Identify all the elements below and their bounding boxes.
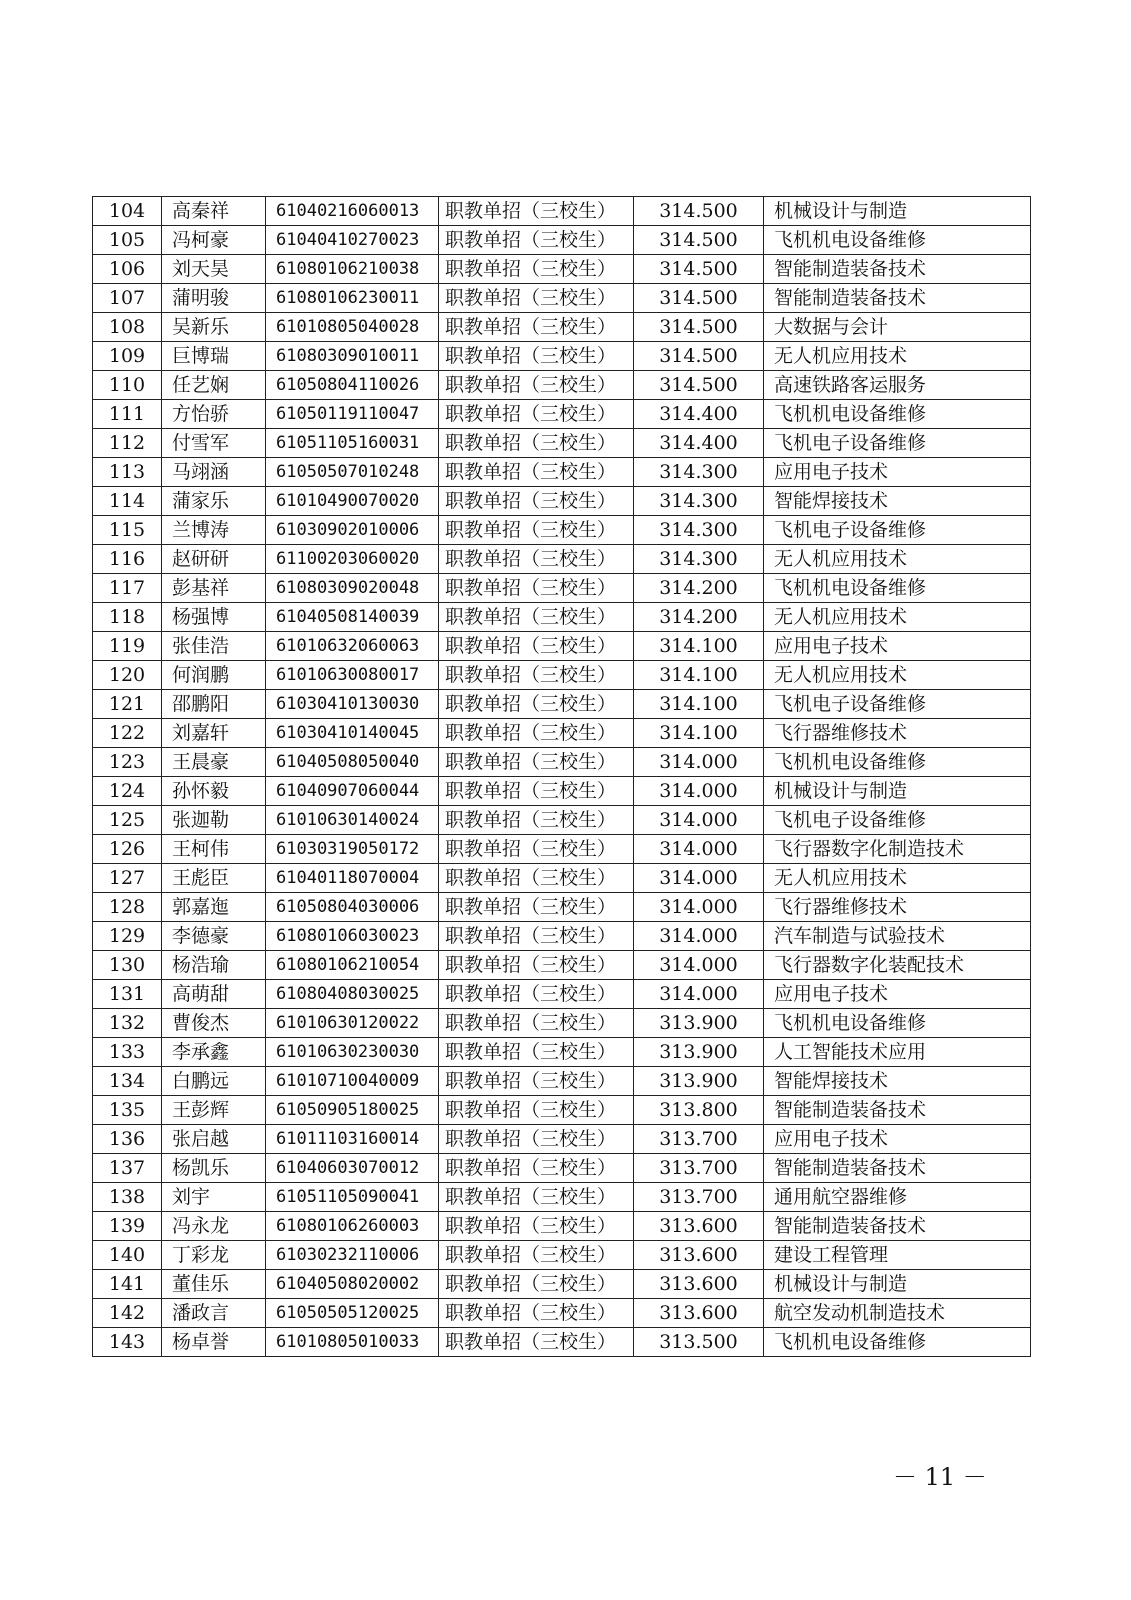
- score-cell: 314.100: [634, 719, 764, 748]
- major-cell: 无人机应用技术: [764, 603, 1031, 632]
- table-row: [93, 1328, 1031, 1357]
- score-cell: 314.300: [634, 487, 764, 516]
- exam-id-cell: 61010630120022: [266, 1009, 439, 1038]
- table-row: [93, 516, 1031, 545]
- major-cell: 飞机机电设备维修: [764, 226, 1031, 255]
- score-cell: 314.500: [634, 342, 764, 371]
- rank-cell: 140: [93, 1241, 162, 1270]
- table-row: [93, 400, 1031, 429]
- table-row: [93, 748, 1031, 777]
- score-cell: 314.500: [634, 226, 764, 255]
- major-cell: 智能焊接技术: [764, 1067, 1031, 1096]
- exam-id-cell: 61040410270023: [266, 226, 439, 255]
- score-cell: 314.000: [634, 777, 764, 806]
- table-row: [93, 429, 1031, 458]
- table-row: [93, 458, 1031, 487]
- admission-type-cell: 职教单招（三校生）: [439, 371, 634, 400]
- table-row: [93, 255, 1031, 284]
- exam-id-cell: 61040907060044: [266, 777, 439, 806]
- admission-type-cell: 职教单招（三校生）: [439, 835, 634, 864]
- table-row: [93, 371, 1031, 400]
- table-row: [93, 922, 1031, 951]
- name-cell: 马翊涵: [162, 458, 266, 487]
- table-row: [93, 1241, 1031, 1270]
- rank-cell: 135: [93, 1096, 162, 1125]
- exam-id-cell: 61030410140045: [266, 719, 439, 748]
- admission-type-cell: 职教单招（三校生）: [439, 197, 634, 226]
- exam-id-cell: 61010490070020: [266, 487, 439, 516]
- exam-id-cell: 61051105160031: [266, 429, 439, 458]
- admission-type-cell: 职教单招（三校生）: [439, 487, 634, 516]
- score-cell: 314.500: [634, 313, 764, 342]
- name-cell: 刘天昊: [162, 255, 266, 284]
- rank-cell: 111: [93, 400, 162, 429]
- name-cell: 吴新乐: [162, 313, 266, 342]
- admission-type-cell: 职教单招（三校生）: [439, 777, 634, 806]
- major-cell: 飞机电子设备维修: [764, 429, 1031, 458]
- major-cell: 大数据与会计: [764, 313, 1031, 342]
- rank-cell: 136: [93, 1125, 162, 1154]
- exam-id-cell: 61080408030025: [266, 980, 439, 1009]
- exam-id-cell: 61080309020048: [266, 574, 439, 603]
- exam-id-cell: 61010630230030: [266, 1038, 439, 1067]
- name-cell: 刘嘉轩: [162, 719, 266, 748]
- admission-type-cell: 职教单招（三校生）: [439, 1212, 634, 1241]
- exam-id-cell: 61010805010033: [266, 1328, 439, 1357]
- admission-type-cell: 职教单招（三校生）: [439, 922, 634, 951]
- exam-id-cell: 61030410130030: [266, 690, 439, 719]
- major-cell: 机械设计与制造: [764, 197, 1031, 226]
- exam-id-cell: 61080106030023: [266, 922, 439, 951]
- major-cell: 飞机电子设备维修: [764, 806, 1031, 835]
- score-cell: 313.900: [634, 1038, 764, 1067]
- name-cell: 邵鹏阳: [162, 690, 266, 719]
- table-row: [93, 197, 1031, 226]
- page-number-text: － 11 －: [893, 1463, 987, 1491]
- exam-id-cell: 61050119110047: [266, 400, 439, 429]
- name-cell: 高秦祥: [162, 197, 266, 226]
- rank-cell: 125: [93, 806, 162, 835]
- score-cell: 314.000: [634, 951, 764, 980]
- exam-id-cell: 61030902010006: [266, 516, 439, 545]
- table-row: [93, 632, 1031, 661]
- exam-id-cell: 61010632060063: [266, 632, 439, 661]
- name-cell: 张启越: [162, 1125, 266, 1154]
- name-cell: 杨凯乐: [162, 1154, 266, 1183]
- rank-cell: 105: [93, 226, 162, 255]
- score-cell: 314.300: [634, 516, 764, 545]
- admission-type-cell: 职教单招（三校生）: [439, 516, 634, 545]
- admission-type-cell: 职教单招（三校生）: [439, 1009, 634, 1038]
- name-cell: 李德豪: [162, 922, 266, 951]
- rank-cell: 117: [93, 574, 162, 603]
- major-cell: 飞行器维修技术: [764, 893, 1031, 922]
- results-body: [93, 197, 1031, 1357]
- exam-id-cell: 61100203060020: [266, 545, 439, 574]
- name-cell: 董佳乐: [162, 1270, 266, 1299]
- admission-type-cell: 职教单招（三校生）: [439, 400, 634, 429]
- admission-type-cell: 职教单招（三校生）: [439, 1270, 634, 1299]
- rank-cell: 139: [93, 1212, 162, 1241]
- name-cell: 彭基祥: [162, 574, 266, 603]
- exam-id-cell: 61050804110026: [266, 371, 439, 400]
- name-cell: 杨浩瑜: [162, 951, 266, 980]
- exam-id-cell: 61080309010011: [266, 342, 439, 371]
- major-cell: 飞行器维修技术: [764, 719, 1031, 748]
- table-row: [93, 545, 1031, 574]
- admission-type-cell: 职教单招（三校生）: [439, 1096, 634, 1125]
- rank-cell: 129: [93, 922, 162, 951]
- score-cell: 313.600: [634, 1299, 764, 1328]
- name-cell: 付雪军: [162, 429, 266, 458]
- table-row: [93, 1067, 1031, 1096]
- name-cell: 赵研研: [162, 545, 266, 574]
- table-row: [93, 893, 1031, 922]
- table-row: [93, 719, 1031, 748]
- admission-type-cell: 职教单招（三校生）: [439, 226, 634, 255]
- score-cell: 314.500: [634, 255, 764, 284]
- rank-cell: 108: [93, 313, 162, 342]
- name-cell: 任艺娴: [162, 371, 266, 400]
- admission-type-cell: 职教单招（三校生）: [439, 1299, 634, 1328]
- table-row: [93, 1038, 1031, 1067]
- admission-type-cell: 职教单招（三校生）: [439, 284, 634, 313]
- score-cell: 313.800: [634, 1096, 764, 1125]
- table-row: [93, 603, 1031, 632]
- major-cell: 应用电子技术: [764, 1125, 1031, 1154]
- major-cell: 智能制造装备技术: [764, 1212, 1031, 1241]
- score-cell: 314.000: [634, 748, 764, 777]
- rank-cell: 114: [93, 487, 162, 516]
- name-cell: 曹俊杰: [162, 1009, 266, 1038]
- name-cell: 刘宇: [162, 1183, 266, 1212]
- score-cell: 313.600: [634, 1270, 764, 1299]
- rank-cell: 110: [93, 371, 162, 400]
- admission-type-cell: 职教单招（三校生）: [439, 1067, 634, 1096]
- rank-cell: 126: [93, 835, 162, 864]
- score-cell: 314.000: [634, 980, 764, 1009]
- exam-id-cell: 61050905180025: [266, 1096, 439, 1125]
- table-row: [93, 835, 1031, 864]
- score-cell: 314.300: [634, 545, 764, 574]
- exam-id-cell: 61010630140024: [266, 806, 439, 835]
- exam-id-cell: 61030232110006: [266, 1241, 439, 1270]
- score-cell: 313.700: [634, 1183, 764, 1212]
- results-table: [92, 196, 1031, 1357]
- table-row: [93, 226, 1031, 255]
- major-cell: 无人机应用技术: [764, 545, 1031, 574]
- score-cell: 314.400: [634, 400, 764, 429]
- name-cell: 冯柯豪: [162, 226, 266, 255]
- name-cell: 巨博瑞: [162, 342, 266, 371]
- rank-cell: 141: [93, 1270, 162, 1299]
- score-cell: 314.500: [634, 371, 764, 400]
- exam-id-cell: 61011103160014: [266, 1125, 439, 1154]
- rank-cell: 120: [93, 661, 162, 690]
- exam-id-cell: 61010710040009: [266, 1067, 439, 1096]
- admission-type-cell: 职教单招（三校生）: [439, 574, 634, 603]
- name-cell: 王彭辉: [162, 1096, 266, 1125]
- name-cell: 杨卓誉: [162, 1328, 266, 1357]
- rank-cell: 112: [93, 429, 162, 458]
- admission-type-cell: 职教单招（三校生）: [439, 719, 634, 748]
- major-cell: 汽车制造与试验技术: [764, 922, 1031, 951]
- score-cell: 314.500: [634, 197, 764, 226]
- rank-cell: 122: [93, 719, 162, 748]
- score-cell: 313.900: [634, 1067, 764, 1096]
- rank-cell: 118: [93, 603, 162, 632]
- score-cell: 313.600: [634, 1212, 764, 1241]
- score-cell: 314.200: [634, 603, 764, 632]
- exam-id-cell: 61080106210054: [266, 951, 439, 980]
- admission-type-cell: 职教单招（三校生）: [439, 313, 634, 342]
- score-cell: 313.600: [634, 1241, 764, 1270]
- major-cell: 人工智能技术应用: [764, 1038, 1031, 1067]
- name-cell: 丁彩龙: [162, 1241, 266, 1270]
- exam-id-cell: 61040508050040: [266, 748, 439, 777]
- score-cell: 313.700: [634, 1154, 764, 1183]
- major-cell: 飞机电子设备维修: [764, 690, 1031, 719]
- table-row: [93, 284, 1031, 313]
- table-row: [93, 864, 1031, 893]
- admission-type-cell: 职教单招（三校生）: [439, 864, 634, 893]
- exam-id-cell: 61050507010248: [266, 458, 439, 487]
- score-cell: 314.000: [634, 922, 764, 951]
- admission-type-cell: 职教单招（三校生）: [439, 893, 634, 922]
- name-cell: 杨强博: [162, 603, 266, 632]
- table-row: [93, 313, 1031, 342]
- name-cell: 王晨豪: [162, 748, 266, 777]
- admission-type-cell: 职教单招（三校生）: [439, 1183, 634, 1212]
- admission-type-cell: 职教单招（三校生）: [439, 748, 634, 777]
- table-row: [93, 777, 1031, 806]
- name-cell: 蒲家乐: [162, 487, 266, 516]
- admission-type-cell: 职教单招（三校生）: [439, 690, 634, 719]
- major-cell: 建设工程管理: [764, 1241, 1031, 1270]
- score-cell: 314.100: [634, 690, 764, 719]
- score-cell: 314.000: [634, 835, 764, 864]
- major-cell: 无人机应用技术: [764, 661, 1031, 690]
- exam-id-cell: 61040508020002: [266, 1270, 439, 1299]
- table-row: [93, 1270, 1031, 1299]
- score-cell: 314.400: [634, 429, 764, 458]
- table-row: [93, 487, 1031, 516]
- admission-type-cell: 职教单招（三校生）: [439, 980, 634, 1009]
- admission-type-cell: 职教单招（三校生）: [439, 458, 634, 487]
- admission-type-cell: 职教单招（三校生）: [439, 1038, 634, 1067]
- rank-cell: 119: [93, 632, 162, 661]
- admission-type-cell: 职教单招（三校生）: [439, 951, 634, 980]
- name-cell: 兰博涛: [162, 516, 266, 545]
- rank-cell: 137: [93, 1154, 162, 1183]
- admission-type-cell: 职教单招（三校生）: [439, 1328, 634, 1357]
- rank-cell: 128: [93, 893, 162, 922]
- major-cell: 飞机电子设备维修: [764, 516, 1031, 545]
- table-row: [93, 661, 1031, 690]
- exam-id-cell: 61080106230011: [266, 284, 439, 313]
- rank-cell: 106: [93, 255, 162, 284]
- table-row: [93, 1183, 1031, 1212]
- table-row: [93, 1009, 1031, 1038]
- exam-id-cell: 61010630080017: [266, 661, 439, 690]
- major-cell: 智能制造装备技术: [764, 1154, 1031, 1183]
- admission-type-cell: 职教单招（三校生）: [439, 632, 634, 661]
- rank-cell: 121: [93, 690, 162, 719]
- major-cell: 飞机机电设备维修: [764, 748, 1031, 777]
- rank-cell: 127: [93, 864, 162, 893]
- admission-type-cell: 职教单招（三校生）: [439, 342, 634, 371]
- score-cell: 313.700: [634, 1125, 764, 1154]
- rank-cell: 132: [93, 1009, 162, 1038]
- exam-id-cell: 61050804030006: [266, 893, 439, 922]
- name-cell: 冯永龙: [162, 1212, 266, 1241]
- name-cell: 高萌甜: [162, 980, 266, 1009]
- major-cell: 飞机机电设备维修: [764, 400, 1031, 429]
- major-cell: 飞行器数字化装配技术: [764, 951, 1031, 980]
- name-cell: 李承鑫: [162, 1038, 266, 1067]
- name-cell: 郭嘉迤: [162, 893, 266, 922]
- rank-cell: 116: [93, 545, 162, 574]
- rank-cell: 124: [93, 777, 162, 806]
- exam-id-cell: 61030319050172: [266, 835, 439, 864]
- score-cell: 314.300: [634, 458, 764, 487]
- score-cell: 313.900: [634, 1009, 764, 1038]
- rank-cell: 142: [93, 1299, 162, 1328]
- table-row: [93, 1125, 1031, 1154]
- table-row: [93, 1299, 1031, 1328]
- score-cell: 314.100: [634, 661, 764, 690]
- admission-type-cell: 职教单招（三校生）: [439, 545, 634, 574]
- admission-type-cell: 职教单招（三校生）: [439, 255, 634, 284]
- name-cell: 方怡骄: [162, 400, 266, 429]
- score-cell: 314.500: [634, 284, 764, 313]
- exam-id-cell: 61040508140039: [266, 603, 439, 632]
- score-cell: 314.100: [634, 632, 764, 661]
- rank-cell: 109: [93, 342, 162, 371]
- rank-cell: 115: [93, 516, 162, 545]
- table-row: [93, 1154, 1031, 1183]
- major-cell: 智能焊接技术: [764, 487, 1031, 516]
- major-cell: 应用电子技术: [764, 458, 1031, 487]
- rank-cell: 134: [93, 1067, 162, 1096]
- admission-type-cell: 职教单招（三校生）: [439, 806, 634, 835]
- name-cell: 潘政言: [162, 1299, 266, 1328]
- major-cell: 机械设计与制造: [764, 777, 1031, 806]
- rank-cell: 104: [93, 197, 162, 226]
- major-cell: 应用电子技术: [764, 632, 1031, 661]
- rank-cell: 123: [93, 748, 162, 777]
- table-row: [93, 574, 1031, 603]
- name-cell: 蒲明骏: [162, 284, 266, 313]
- name-cell: 孙怀毅: [162, 777, 266, 806]
- exam-id-cell: 61050505120025: [266, 1299, 439, 1328]
- table-row: [93, 690, 1031, 719]
- major-cell: 航空发动机制造技术: [764, 1299, 1031, 1328]
- table-row: [93, 342, 1031, 371]
- rank-cell: 131: [93, 980, 162, 1009]
- score-cell: 313.500: [634, 1328, 764, 1357]
- admission-type-cell: 职教单招（三校生）: [439, 429, 634, 458]
- major-cell: 通用航空器维修: [764, 1183, 1031, 1212]
- exam-id-cell: 61040216060013: [266, 197, 439, 226]
- score-cell: 314.200: [634, 574, 764, 603]
- major-cell: 智能制造装备技术: [764, 255, 1031, 284]
- admission-type-cell: 职教单招（三校生）: [439, 1154, 634, 1183]
- rank-cell: 143: [93, 1328, 162, 1357]
- name-cell: 何润鹏: [162, 661, 266, 690]
- major-cell: 智能制造装备技术: [764, 284, 1031, 313]
- major-cell: 应用电子技术: [764, 980, 1031, 1009]
- name-cell: 张佳浩: [162, 632, 266, 661]
- name-cell: 王柯伟: [162, 835, 266, 864]
- exam-id-cell: 61080106260003: [266, 1212, 439, 1241]
- rank-cell: 113: [93, 458, 162, 487]
- admission-type-cell: 职教单招（三校生）: [439, 1125, 634, 1154]
- admission-type-cell: 职教单招（三校生）: [439, 603, 634, 632]
- major-cell: 机械设计与制造: [764, 1270, 1031, 1299]
- admission-type-cell: 职教单招（三校生）: [439, 661, 634, 690]
- major-cell: 飞机机电设备维修: [764, 574, 1031, 603]
- name-cell: 张迦勒: [162, 806, 266, 835]
- table-row: [93, 1212, 1031, 1241]
- table-row: [93, 1096, 1031, 1125]
- score-cell: 314.000: [634, 893, 764, 922]
- admission-type-cell: 职教单招（三校生）: [439, 1241, 634, 1270]
- rank-cell: 138: [93, 1183, 162, 1212]
- rank-cell: 133: [93, 1038, 162, 1067]
- exam-id-cell: 61040118070004: [266, 864, 439, 893]
- name-cell: 白鹏远: [162, 1067, 266, 1096]
- rank-cell: 107: [93, 284, 162, 313]
- major-cell: 无人机应用技术: [764, 342, 1031, 371]
- rank-cell: 130: [93, 951, 162, 980]
- major-cell: 飞机机电设备维修: [764, 1009, 1031, 1038]
- exam-id-cell: 61080106210038: [266, 255, 439, 284]
- exam-id-cell: 61051105090041: [266, 1183, 439, 1212]
- name-cell: 王彪臣: [162, 864, 266, 893]
- table-row: [93, 980, 1031, 1009]
- major-cell: 无人机应用技术: [764, 864, 1031, 893]
- exam-id-cell: 61010805040028: [266, 313, 439, 342]
- table-row: [93, 806, 1031, 835]
- major-cell: 智能制造装备技术: [764, 1096, 1031, 1125]
- major-cell: 高速铁路客运服务: [764, 371, 1031, 400]
- major-cell: 飞行器数字化制造技术: [764, 835, 1031, 864]
- exam-id-cell: 61040603070012: [266, 1154, 439, 1183]
- table-row: [93, 951, 1031, 980]
- score-cell: 314.000: [634, 806, 764, 835]
- major-cell: 飞机机电设备维修: [764, 1328, 1031, 1357]
- score-cell: 314.000: [634, 864, 764, 893]
